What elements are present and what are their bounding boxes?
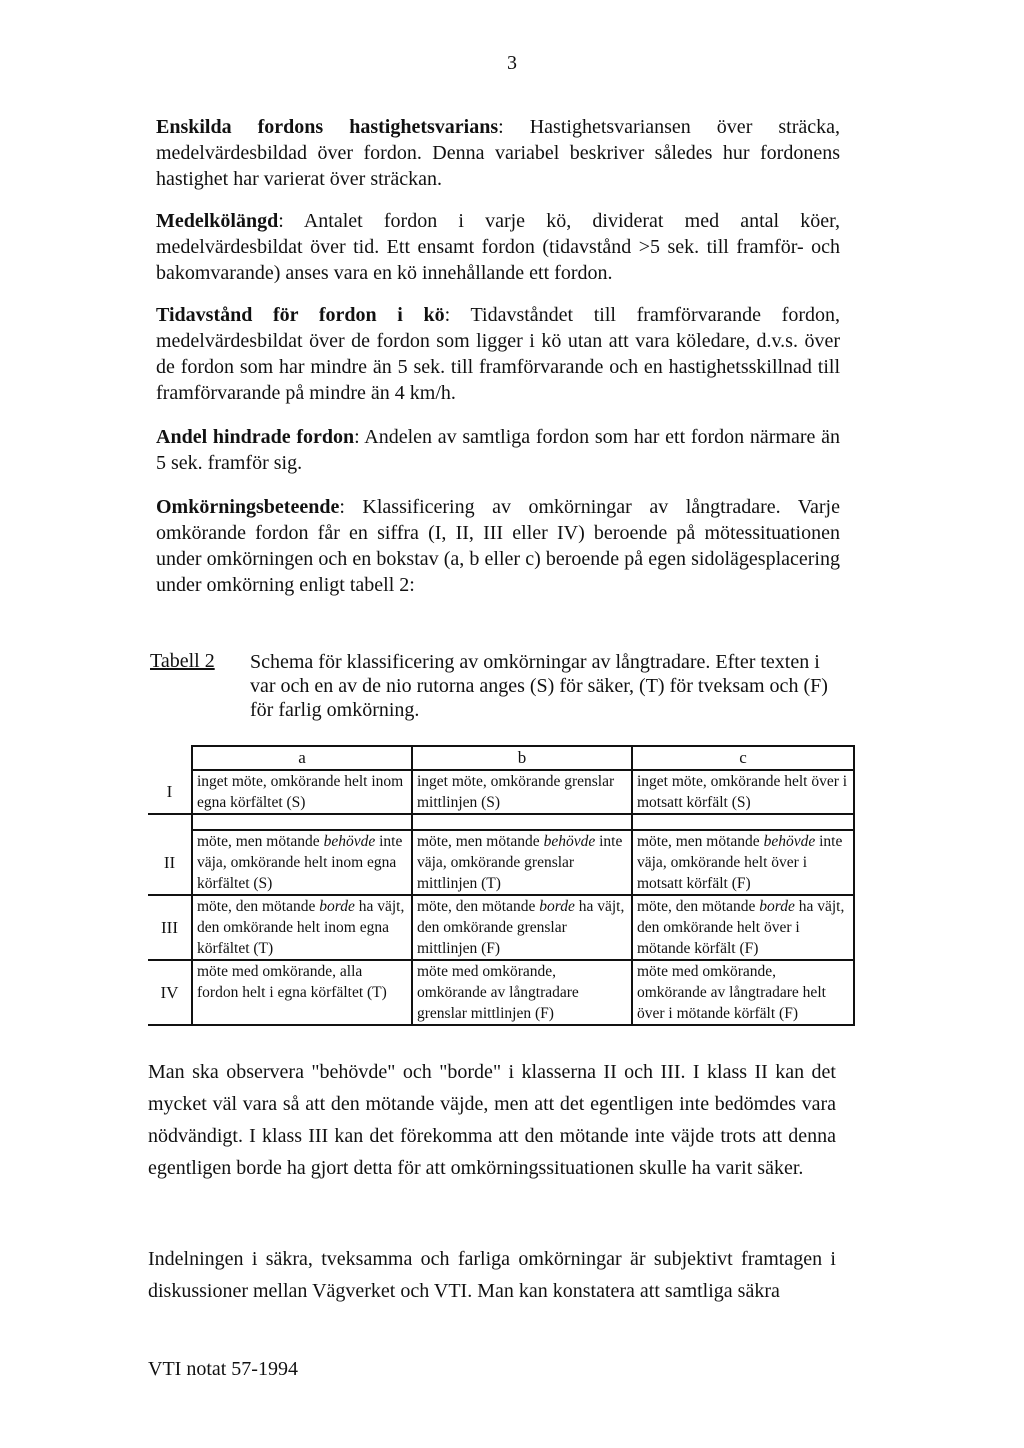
table-cell: möte, men mötande behövde inte väja, omkörande grenslar mittlinjen (T) <box>412 830 632 895</box>
paragraph-observation: Man ska observera "behövde" och "borde" i klasserna II och III. I klass II kan det mycket väl vara så att den mötande väjde, men att det egentligen inte bedömdes vara nödvändigt. I klass III kan det förekomma att den mötande inte väjde trots att denna egentligen borde ha gjort detta för att omkörningssituationen skulle ha varit säker. <box>148 1061 836 1179</box>
definition-text: : Antalet fordon i varje kö, dividerat med antal köer, medelvärdesbildat över tid. Ett ensamt fordon (tidavstånd >5 sek. till framför- och bakomvarande) anses vara en kö innehållande ett fordon. <box>156 210 840 284</box>
table-row <box>148 830 854 895</box>
row-label: IV <box>148 960 192 1025</box>
classification-table <box>148 745 855 1026</box>
definition-text: : Klassificering av omkörningar av långtradare. Varje omkörande fordon får en siffra (I, II, III eller IV) beroende på mötessituationen under omkörningen och en bokstav (a, b eller c) beroende på egen sidolägesplacering under omkörning enligt tabell 2: <box>156 496 840 596</box>
table-row <box>148 895 854 960</box>
table-spacer-row <box>148 814 854 830</box>
table-cell: möte med omkörande, omkörande av långtradare helt över i mötande körfält (F) <box>632 960 854 1025</box>
table-row <box>148 770 854 814</box>
paragraph-classification: Indelningen i säkra, tveksamma och farliga omkörningar är subjektivt framtagen i diskussioner mellan Vägverket och VTI. Man kan konstatera att samtliga säkra <box>148 1248 836 1302</box>
table-cell: möte, men mötande behövde inte väja, omkörande helt över i motsatt körfält (F) <box>632 830 854 895</box>
page-number: 3 <box>507 52 517 74</box>
definition-queue-length <box>156 208 840 286</box>
table-cell: möte med omkörande, omkörande av långtradare grenslar mittlinjen (F) <box>412 960 632 1025</box>
table-cell: möte, men mötande behövde inte väja, omkörande helt inom egna körfältet (S) <box>192 830 412 895</box>
definition-term: Andel hindrade fordon <box>156 426 355 448</box>
row-label: I <box>148 770 192 814</box>
definition-headway <box>156 302 840 406</box>
column-header: b <box>412 746 632 770</box>
table-cell: möte, den mötande borde ha väjt, den omkörande helt över i mötande körfält (F) <box>632 895 854 960</box>
definition-term: Enskilda fordons hastighetsvarians <box>156 116 499 138</box>
table-caption-text: Schema för klassificering av omkörningar av långtradare. Efter texten i var och en av de nio rutorna anges (S) för säker, (T) för tveksam och (F) för farlig omkörning. <box>250 651 828 721</box>
column-header: c <box>632 746 854 770</box>
table-cell: möte, den mötande borde ha väjt, den omkörande grenslar mittlinjen (F) <box>412 895 632 960</box>
row-label: II <box>148 830 192 895</box>
footer-report-id: VTI notat 57-1994 <box>148 1358 298 1380</box>
definition-speed-variance <box>156 114 840 192</box>
row-label: III <box>148 895 192 960</box>
table-cell: möte, den mötande borde ha väjt, den omkörande helt inom egna körfältet (T) <box>192 895 412 960</box>
definition-text: : Andelen av samtliga fordon som har ett fordon närmare än 5 sek. framför sig. <box>156 426 840 474</box>
definition-term: Omkörningsbeteende <box>156 496 340 518</box>
column-header: a <box>192 746 412 770</box>
definition-text: : Hastighetsvariansen över sträcka, medelvärdesbildad över fordon. Denna variabel beskriver således hur fordonens hastighet har varierat över sträckan. <box>156 116 841 190</box>
table-row <box>148 960 854 1025</box>
definition-hindered-share <box>156 424 840 476</box>
definition-term: Tidavstånd för fordon i kö <box>156 304 445 326</box>
definition-overtaking <box>156 494 840 598</box>
definition-term: Medelkölängd <box>156 210 279 232</box>
table-header-row <box>148 746 854 770</box>
definition-text: : Tidavståndet till framförvarande fordon, medelvärdesbildat över de fordon som ligger i kö utan att vara köledare, d.v.s. över de fordon som har mindre än 5 sek. till framförvarande och en hastighetsskillnad till framförvarande på mindre än 4 km/h. <box>156 304 840 404</box>
table-cell: inget möte, omkörande helt över i motsatt körfält (S) <box>632 770 854 814</box>
table-caption-label: Tabell 2 <box>150 650 215 672</box>
table-cell: inget möte, omkörande helt inom egna körfältet (S) <box>192 770 412 814</box>
table-cell: inget möte, omkörande grenslar mittlinjen (S) <box>412 770 632 814</box>
table-cell: möte med omkörande, alla fordon helt i egna körfältet (T) <box>192 960 412 1025</box>
